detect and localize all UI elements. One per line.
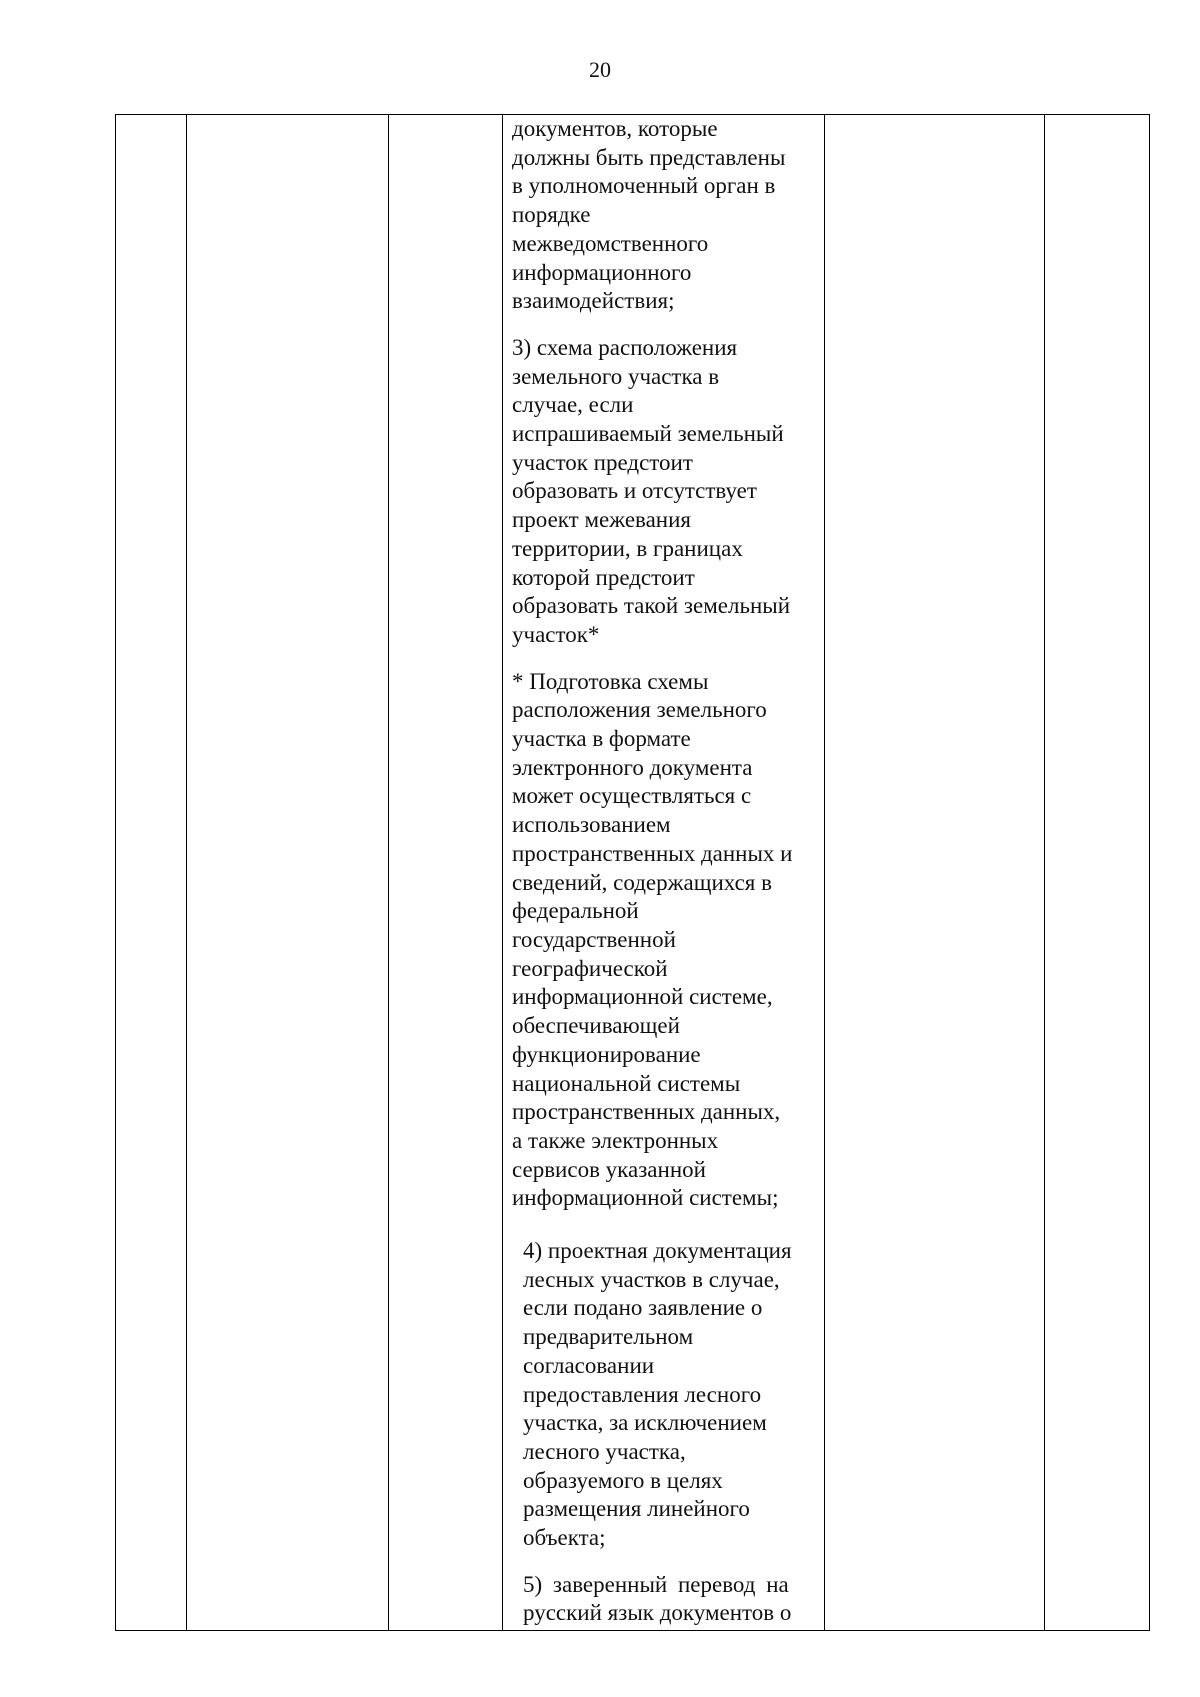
page-number: 20 — [589, 57, 611, 82]
text-line: может осуществляться с — [512, 783, 752, 809]
column-divider-4 — [824, 115, 825, 1630]
text-line: русский язык документов о — [523, 1600, 792, 1626]
text-line: взаимодействия; — [512, 288, 675, 314]
text-line: а также электронных — [512, 1127, 719, 1153]
text-line: размещения линейного — [523, 1496, 750, 1522]
text-line: 3) схема расположения — [512, 334, 738, 360]
text-line: расположения земельного — [512, 697, 767, 723]
column-divider-1 — [186, 115, 187, 1630]
column-divider-5 — [1044, 115, 1045, 1630]
text-line: пространственных данных, — [512, 1099, 781, 1125]
text-line: межведомственного — [512, 230, 709, 256]
text-line: земельного участка в — [512, 363, 720, 389]
column-divider-2 — [388, 115, 389, 1630]
text-line: случае, если — [512, 392, 634, 418]
text-line: участок предстоит — [512, 449, 693, 475]
text-line: использованием — [512, 812, 671, 838]
text-line: документов, которые — [512, 116, 718, 141]
text-line: электронного документа — [512, 754, 753, 780]
text-line: информационной системе, — [512, 984, 773, 1010]
text-line: образуемого в целях — [523, 1467, 723, 1493]
text-line: функционирование — [512, 1041, 701, 1067]
paragraph-footnote — [512, 668, 817, 1213]
text-line: которой предстоит — [512, 564, 695, 590]
text-line: образовать такой земельный — [512, 593, 791, 619]
document-list-cell — [512, 115, 817, 1630]
text-line: 5) заверенный перевод на — [523, 1571, 789, 1597]
text-line: сведений, содержащихся в — [512, 869, 772, 895]
text-line: государственной — [512, 926, 676, 952]
paragraph-item-3 — [512, 334, 817, 650]
text-line: в уполномоченный орган в — [512, 173, 776, 199]
text-line: географической — [512, 955, 668, 981]
column-divider-3 — [502, 115, 503, 1630]
text-line: участка в формате — [512, 726, 691, 752]
paragraph-item-4 — [512, 1237, 817, 1553]
text-line: национальной системы — [512, 1070, 741, 1096]
text-line: предоставления лесного — [523, 1381, 762, 1407]
text-line: * Подготовка схемы — [512, 668, 709, 694]
text-line: 4) проектная документация — [523, 1238, 792, 1264]
text-line: обеспечивающей — [512, 1013, 680, 1039]
text-line: информационной системы; — [512, 1185, 779, 1211]
text-line: лесных участков в случае, — [523, 1266, 780, 1292]
text-line: предварительном — [523, 1324, 694, 1350]
text-line: должны быть представлены — [512, 144, 786, 170]
document-table — [115, 114, 1150, 1631]
text-line: территории, в границах — [512, 535, 743, 561]
text-line: участок* — [512, 621, 600, 647]
text-line: испрашиваемый земельный — [512, 421, 784, 447]
text-line: участка, за исключением — [523, 1410, 767, 1436]
text-line: лесного участка, — [523, 1438, 686, 1464]
text-line: порядке — [512, 202, 591, 228]
text-line: объекта; — [523, 1525, 606, 1551]
text-line: если подано заявление о — [523, 1295, 763, 1321]
text-line: согласовании — [523, 1352, 655, 1378]
text-line: проект межевания — [512, 507, 691, 533]
text-line: федеральной — [512, 898, 639, 924]
text-line: сервисов указанной — [512, 1156, 706, 1182]
text-line: образовать и отсутствует — [512, 478, 757, 504]
text-line: пространственных данных и — [512, 840, 793, 866]
paragraph-documents-interagency — [512, 115, 817, 316]
text-line: информационного — [512, 259, 692, 285]
paragraph-item-5 — [512, 1571, 817, 1628]
